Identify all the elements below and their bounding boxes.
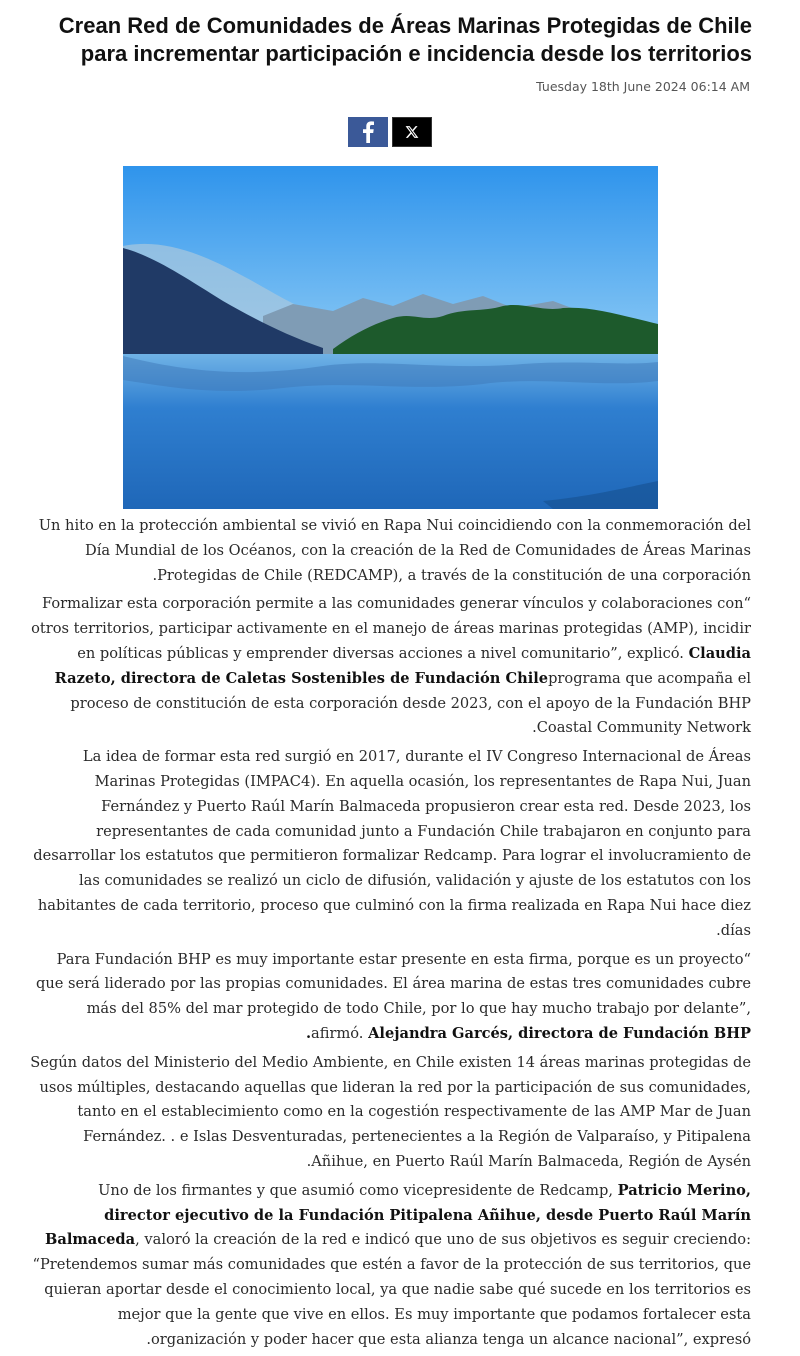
article-paragraph bbox=[30, 592, 751, 741]
facebook-icon bbox=[361, 121, 375, 143]
article-paragraph bbox=[30, 745, 751, 943]
article-paragraph bbox=[30, 514, 751, 588]
facebook-share-button[interactable] bbox=[348, 117, 388, 147]
paragraph-tail-text: La idea de formar esta red surgió en 2017, durante el IV Congreso Internacional de Áreas Marinas Protegidas (IMPAC4). En aquella ocasión, los representantes de Rapa Nui, Juan Fernández y Puerto Raúl Marín Balmaceda propusieron crear esta red. Desde 2023, los representantes de cada comunidad junto a Fundación Chile trabajaron en conjunto para desarrollar los estatutos que permitieron formalizar Redcamp. Para lograr el involucramiento de las comunidades se realizó un ciclo de difusión, validación y ajuste de los estatutos con los habitantes de cada territorio, proceso que culminó con la firma realizada en Rapa Nui hace diez días. bbox=[33, 748, 751, 939]
x-icon bbox=[405, 125, 419, 139]
paragraph-tail-text: programa que acompaña el proceso de constitución de esta corporación desde 2023, con el apoyo de la Fundación BHP Coastal Community Network. bbox=[70, 669, 751, 737]
x-share-button[interactable] bbox=[392, 117, 432, 147]
publish-date: Tuesday 18th June 2024 06:14 AM bbox=[536, 79, 750, 94]
paragraph-bold-text: Alejandra Garcés, directora de Fundación BHP. bbox=[305, 1024, 751, 1042]
paragraph-bold-text: Patricio Merino, director ejecutivo de la Fundación Pitipalena Añihue, desde Puerto Raúl Marín Balmaceda bbox=[45, 1181, 751, 1249]
paragraph-lead-text: “Formalizar esta corporación permite a las comunidades generar vínculos y colaboraciones con otros territorios, participar activamente en el manejo de áreas marinas protegidas (AMP), incidir en políticas públicas y emprender diversas acciones a nivel comunitario”, explicó. bbox=[31, 595, 751, 662]
article-body bbox=[30, 514, 751, 1356]
lake-landscape-photo bbox=[123, 166, 658, 509]
paragraph-lead-text: “Para Fundación BHP es muy importante estar presente en esta firma, porque es un proyecto que será liderado por las propias comunidades. El área marina de estas tres comunidades cubre más del 85% del mar protegido de todo Chile, por lo que hay mucho trabajo por delante”, afirmó. bbox=[36, 950, 751, 1042]
article-paragraph bbox=[30, 948, 751, 1047]
article-paragraph bbox=[30, 1179, 751, 1353]
article-hero-image bbox=[123, 166, 658, 509]
paragraph-tail-text: Un hito en la protección ambiental se vivió en Rapa Nui coincidiendo con la conmemoración del Día Mundial de los Océanos, con la creación de la Red de Comunidades de Áreas Marinas Protegidas de Chile (REDCAMP), a través de la constitución de una corporación. bbox=[38, 517, 751, 584]
article-paragraph bbox=[30, 1051, 751, 1175]
paragraph-tail-text: , valoró la creación de la red e indicó que uno de sus objetivos es seguir creciendo: “Pretendemos sumar más comunidades que estén a favor de la protección de sus territorios, que quieran aportar desde el conocimiento local, ya que nadie sabe qué sucede en los territorios es mejor que la gente que vive en ellos. Es muy importante que podamos fortalecer esta organización y poder hacer que esta alianza tenga un alcance nacional”, expresó. bbox=[32, 1231, 751, 1348]
share-bar bbox=[348, 117, 432, 147]
paragraph-lead-text: Uno de los firmantes y que asumió como vicepresidente de Redcamp, bbox=[98, 1181, 618, 1199]
paragraph-bold-text: Claudia Razeto, directora de Caletas Sostenibles de Fundación Chile bbox=[54, 644, 751, 687]
article-headline: Crean Red de Comunidades de Áreas Marinas Protegidas de Chile para incrementar participación e incidencia desde los territorios bbox=[58, 13, 752, 66]
paragraph-tail-text: Según datos del Ministerio del Medio Ambiente, en Chile existen 14 áreas marinas protegidas de usos múltiples, destacando aquellas que lideran la red por la participación de sus comunidades, tanto en el establecimiento como en la cogestión respectivamente de las AMP Mar de Juan Fernández. . e Islas Desventuradas, pertenecientes a la Región de Valparaíso, y Pitipalena Añihue, en Puerto Raúl Marín Balmaceda, Región de Aysén. bbox=[30, 1053, 751, 1170]
